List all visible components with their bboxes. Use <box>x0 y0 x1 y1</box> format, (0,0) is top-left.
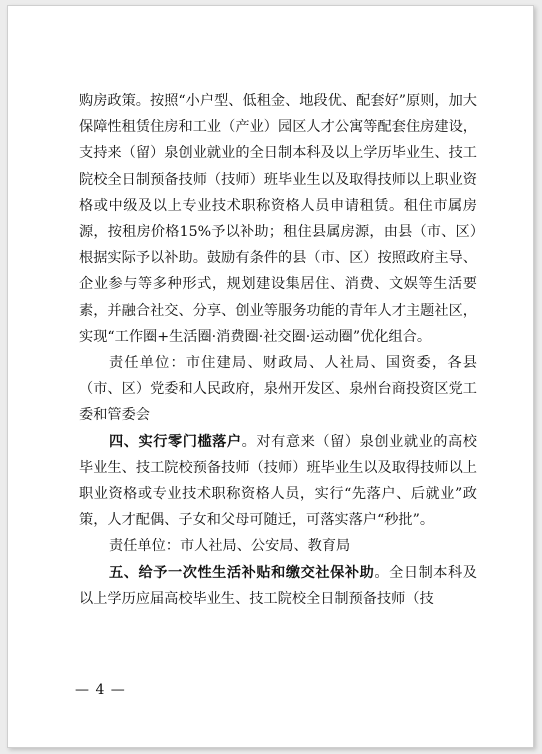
responsibility-units-housing: 责任单位：市住建局、财政局、人社局、国资委，各县（市、区）党委和人民政府，泉州开发区、泉州台商投资区党工委和管委会 <box>79 355 477 424</box>
paragraph-housing-policy: 购房政策。按照“小户型、低租金、地段优、配套好”原则，加大保障性租赁住房和工业（产业）园区人才公寓等配套住房建设，支持来（留）泉创业就业的全日制本科及以上学历毕业生、技工院校全日制预备技师（技师）班毕业生以及取得技师以上职业资格或中级及以上专业技术职称资格人员申请租赁。租住市属房源，按租房价格15%予以补助；租住县属房源，由县（市、区）根据实际予以补助。鼓励有条件的县（市、区）按照政府主导、企业参与等多种形式，规划建设集居住、消费、文娱等生活要素，并融合社交、分享、创业等服务功能的青年人才主题社区，实现“工作圈+生活圈·消费圈·社交圈·运动圈”优化组合。 <box>79 93 477 345</box>
paragraph-living-subsidy <box>79 560 477 612</box>
section-heading-five: 五、给予一次性生活补贴和缴交社保补助 <box>109 564 375 581</box>
section-five-body: 。全日制本科及以上学历应届高校毕业生、技工院校全日制预备技师（技 <box>79 564 477 607</box>
document-body <box>79 88 477 612</box>
responsibility-units-settlement: 责任单位：市人社局、公安局、教育局 <box>109 538 351 555</box>
paragraph-zero-threshold-settlement <box>79 429 477 534</box>
document-page <box>7 5 534 748</box>
section-four-body: 。对有意来（留）泉创业就业的高校毕业生、技工院校预备技师（技师）班毕业生以及取得技师以上职业资格或专业技术职称资格人员，实行“先落户、后就业”政策，人才配偶、子女和父母可随迁，可落实落户“秒批”。 <box>79 433 477 529</box>
page-number: — 4 — <box>75 682 126 698</box>
section-heading-four: 四、实行零门槛落户 <box>109 433 242 450</box>
